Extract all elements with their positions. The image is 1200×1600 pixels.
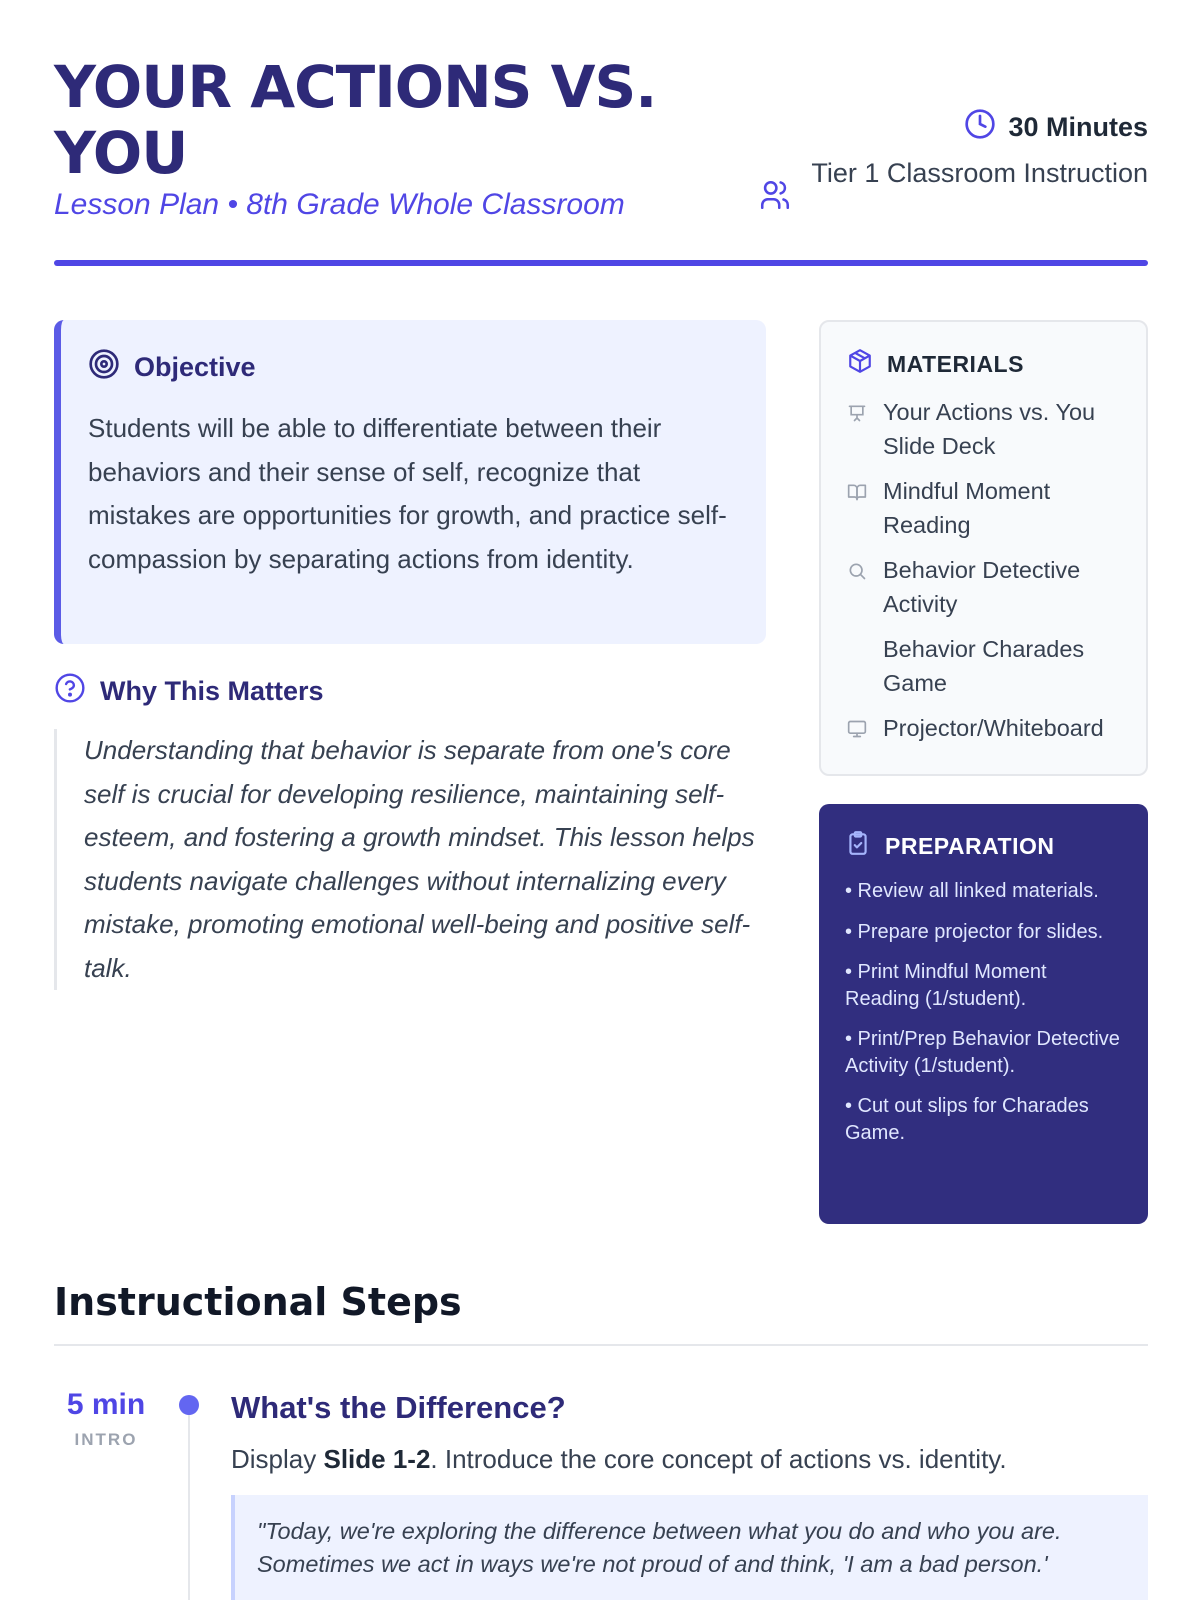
materials-card [819, 320, 1148, 776]
list-item: • Print Mindful Moment Reading (1/student). [845, 961, 1047, 1010]
users-icon [758, 178, 792, 212]
preparation-heading [845, 830, 1124, 862]
objective-box [54, 320, 766, 644]
step-body [231, 1390, 1148, 1600]
why-text: Understanding that behavior is separate from one's core self is crucial for developing resilience, maintaining self-esteem, and fostering a growth mindset. This lesson helps students navigate challenges without internalizing every mistake, promoting emotional well-being and positive self-talk. [54, 729, 766, 990]
list-item [847, 633, 1122, 700]
duration [808, 110, 1148, 144]
preparation-card [819, 804, 1148, 1224]
clipboard-check-icon [845, 830, 871, 862]
list-item: • Cut out slips for Charades Game. [845, 1095, 1089, 1144]
objective-heading [88, 348, 736, 387]
step-desc-prefix: Display [231, 1444, 324, 1474]
why-heading [54, 672, 766, 711]
presentation-icon [847, 396, 869, 429]
page-title: YOUR ACTIONS VS. YOU [54, 53, 657, 187]
header-divider [54, 260, 1148, 266]
step-duration: 5 min [66, 1388, 146, 1421]
package-icon [847, 348, 873, 380]
header [54, 54, 1148, 266]
step-label: INTRO [74, 1430, 138, 1449]
step-desc-bold: Slide 1-2 [323, 1444, 431, 1474]
lesson-meta [808, 110, 1148, 193]
steps-heading: Instructional Steps [54, 1280, 462, 1324]
list-item [847, 475, 1122, 542]
material-label: Your Actions vs. You Slide Deck [883, 399, 1096, 459]
timeline-dot [179, 1395, 199, 1415]
tier-text: Tier 1 Classroom Instruction [811, 158, 1148, 188]
duration-text: 30 Minutes [1008, 111, 1148, 142]
objective-heading-text: Objective [134, 352, 256, 382]
search-icon [847, 554, 869, 587]
objective-text: Students will be able to differentiate between their behaviors and their sense of self, recognize that mistakes are opportunities for growth, and practice self-compassion by separating actions from identity. [88, 413, 727, 574]
list-item: • Prepare projector for slides. [845, 920, 1104, 943]
step-quote: "Today, we're exploring the difference between what you do and who you are. Sometimes we act in ways we're not proud of and think, 'I am a bad person.' [231, 1495, 1148, 1600]
preparation-list [845, 878, 1124, 1146]
step-description [231, 1444, 1148, 1475]
lesson-plan-page [54, 0, 1148, 1600]
book-open-icon [847, 475, 869, 508]
materials-list [847, 396, 1122, 746]
list-item: • Review all linked materials. [845, 880, 1099, 902]
timeline-line [188, 1415, 190, 1600]
material-label: Mindful Moment Reading [883, 478, 1051, 538]
materials-heading [847, 348, 1122, 380]
monitor-icon [847, 712, 869, 745]
steps-divider [54, 1344, 1148, 1346]
help-circle-icon [54, 672, 86, 711]
material-label: Behavior Detective Activity [883, 557, 1081, 617]
step-title: What's the Difference? [231, 1390, 566, 1425]
step-desc-suffix: . Introduce the core concept of actions vs. identity. [430, 1444, 1007, 1474]
list-item: • Print/Prep Behavior Detective Activity (1/student). [845, 1028, 1120, 1077]
target-icon [88, 348, 120, 387]
material-label: Projector/Whiteboard [883, 715, 1104, 741]
list-item [847, 712, 1122, 746]
step-time [54, 1388, 158, 1450]
material-label: Behavior Charades Game [883, 636, 1085, 696]
why-section [54, 672, 766, 990]
list-item [847, 554, 1122, 621]
page-subtitle: Lesson Plan • 8th Grade Whole Classroom [54, 188, 625, 221]
clock-icon [964, 108, 996, 147]
materials-heading-text: MATERIALS [887, 350, 1024, 377]
preparation-heading-text: PREPARATION [885, 832, 1055, 859]
why-heading-text: Why This Matters [100, 676, 324, 706]
list-item [847, 396, 1122, 463]
